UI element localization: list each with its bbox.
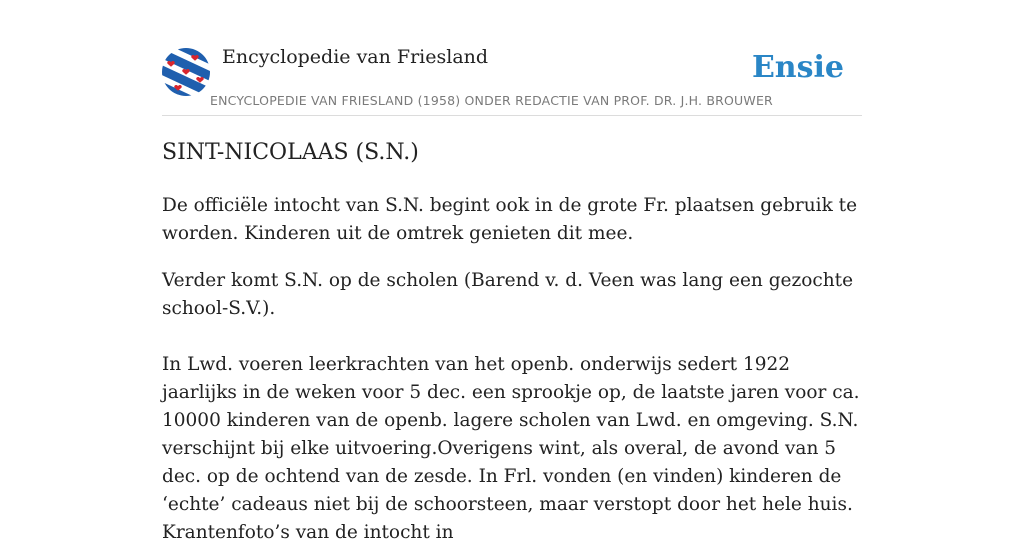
source-subtitle: ENCYCLOPEDIE VAN FRIESLAND (1958) ONDER REDACTIE VAN PROF. DR. J.H. BROUWER (210, 93, 773, 108)
article-paragraph: Verder komt S.N. op de scholen (Barend v. d. Veen was lang een gezochte school-S.V.). (162, 270, 854, 319)
brand-logo-text[interactable]: Ensie (751, 50, 844, 85)
site-header (162, 44, 862, 116)
frisian-flag-logo-icon[interactable] (162, 48, 210, 96)
article-title: SINT-NICOLAAS (S.N.) (162, 140, 419, 165)
site-title[interactable]: Encyclopedie van Friesland (222, 46, 489, 68)
header-divider (162, 115, 862, 116)
article-paragraph: De officiële intocht van S.N. begint ook in de grote Fr. plaatsen gebruik te worden. Kinderen uit de omtrek genieten dit mee. (162, 195, 858, 244)
article-paragraph: In Lwd. voeren leerkrachten van het openb. onderwijs sedert 1922 jaarlijks in de weken voor 5 dec. een sprookje op, de laatste jaren voor ca. 10000 kinderen van de openb. lagere scholen van Lwd. en omgeving. S.N. verschijnt bij elke uitvoering.Overigens wint, als overal, de avond van 5 dec. op de ochtend van de zesde. In Frl. vonden (en vinden) kinderen de ‘echte’ cadeaus niet bij de schoorsteen, maar verstopt door het hele huis. Krantenfoto’s van de intocht in (162, 354, 860, 543)
